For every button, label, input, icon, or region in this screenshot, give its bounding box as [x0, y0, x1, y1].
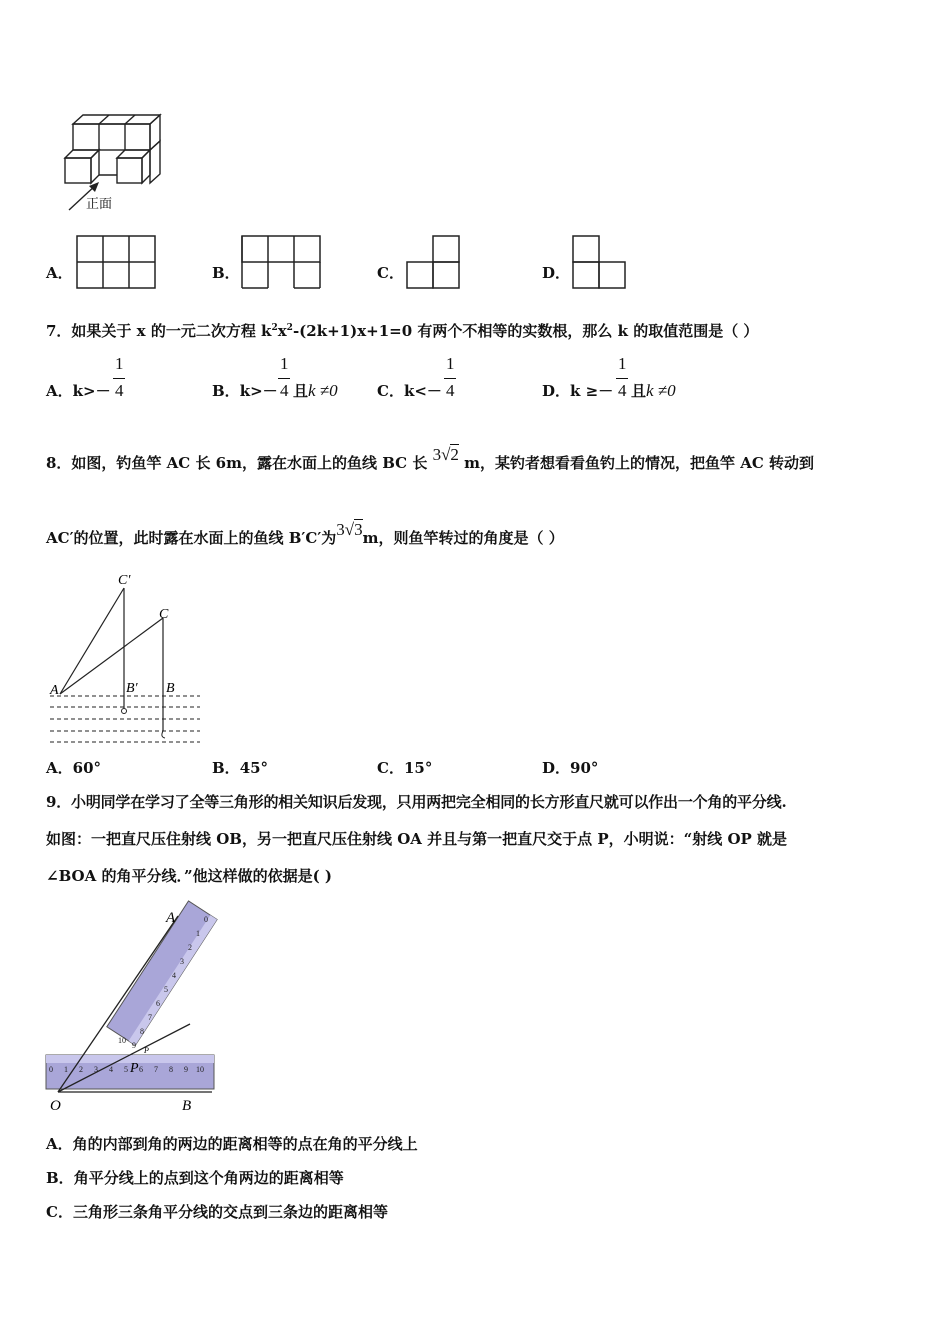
q9-stick: 1 [196, 929, 200, 938]
q8-bc-length [433, 445, 459, 464]
q8-label-c1: C′ [118, 573, 131, 588]
q9-htick: 4 [109, 1065, 113, 1074]
q7-option-c-frac-den: 4 [446, 381, 455, 400]
q7-stem-prefix: 7．如果关于 x 的一元二次方程 k [46, 322, 272, 340]
q9-stick: 6 [156, 999, 160, 1008]
q7-option-d-frac-den: 4 [618, 381, 627, 400]
q8-line2-a: AC′的位置，此时露在水面上的鱼线 B′C′为 [46, 529, 337, 547]
q8-bc2-coef: 3 [336, 520, 345, 539]
q6-option-c-label: C． [377, 264, 404, 282]
q9-htick: 8 [169, 1065, 173, 1074]
q6-option-b-label: B． [212, 264, 240, 282]
q8-bc-rad: 2 [450, 445, 459, 464]
q9-htick: 0 [49, 1065, 53, 1074]
q7-stem-mid: x [277, 322, 287, 340]
q7-option-a-frac-num: 1 [115, 354, 124, 373]
q7-option-d-suffix [631, 380, 676, 401]
q8-option-c-value: 15° [403, 759, 433, 777]
q8-option-a-value: 60° [72, 759, 102, 777]
q9-htick: 6 [139, 1065, 143, 1074]
q9-stick: 9 [132, 1041, 136, 1050]
q9-option-a-text: 角的内部到角的两边的距离相等的点在角的平分线上 [72, 1135, 418, 1153]
q7-option-a-label: A． [46, 382, 73, 400]
q8-option-d [542, 757, 598, 778]
q9-label-b: B [182, 1098, 192, 1114]
q9-option-c-text: 三角形三条角平分线的交点到三条边的距离相等 [72, 1203, 388, 1221]
q7-option-b-frac-den: 4 [280, 381, 289, 400]
q7-option-a-prefix: k>－ [72, 382, 111, 400]
q9-stick: 3 [180, 957, 184, 966]
q7-option-b-label: B． [212, 382, 240, 400]
q9-htick: 1 [64, 1065, 68, 1074]
q8-line1 [46, 445, 815, 473]
q6-option-a-figure [76, 235, 158, 291]
q9-option-a [46, 1133, 418, 1154]
q9-stick: 8 [140, 1027, 144, 1036]
q9-line3: ∠BOA 的角平分线．”他这样做的依据是( ) [46, 867, 332, 885]
q9-stick: 0 [204, 915, 208, 924]
q9-stick: 5 [164, 985, 168, 994]
q8-option-d-value: 90° [570, 759, 599, 777]
q6-cube-drawing [55, 108, 175, 218]
q7-option-d-prefix: k ≥－ [570, 382, 614, 400]
q8-rod-ac [60, 618, 163, 694]
q7-option-a-frac-den: 4 [115, 381, 124, 400]
q9-htick: 9 [184, 1065, 188, 1074]
q8-option-b-value: 45° [239, 759, 269, 777]
q6-cube-figure [55, 108, 175, 218]
q8-line1-a: 8．如图，钓鱼竿 AC 长 6m，露在水面上的鱼线 BC 长 [46, 454, 428, 472]
q8-line2-b: m，则鱼竿转过的角度是（ ） [362, 529, 564, 547]
q7-option-d-label: D． [542, 382, 571, 400]
q7-option-b [212, 380, 278, 401]
q8-option-c [377, 757, 432, 778]
q9-ruler-slanted [107, 901, 217, 1045]
q8-option-a-label: A． [46, 759, 73, 777]
q6-option-d-figure [572, 235, 630, 291]
q6-front-label: 正面 [86, 197, 113, 212]
q7-sup1: 2 [271, 323, 278, 333]
q6-option-d-label: D． [542, 264, 571, 282]
q9-option-b-label: B． [46, 1169, 74, 1187]
q6-option-b-figure [241, 235, 323, 291]
q7-option-d-and: 且 [631, 382, 647, 400]
q9-line2: 如图：一把直尺压住射线 OB，另一把直尺压住射线 OA 并且与第一把直尺交于点 P，小明说：“射线 OP 就是 [46, 830, 788, 848]
q8-fishing-figure [46, 568, 206, 748]
q9-label-p-small: P [144, 1046, 149, 1055]
q9-option-b-text: 角平分线上的点到这个角两边的距离相等 [73, 1169, 344, 1187]
q9-line1: 9．小明同学在学习了全等三角形的相关知识后发现，只用两把完全相同的长方形直尺就可以作出一个角的平分线. [46, 793, 787, 811]
q7-option-b-prefix: k>－ [239, 382, 278, 400]
q6-option-c-figure [406, 235, 464, 291]
q9-stick: 4 [172, 971, 176, 980]
q9-htick: 3 [94, 1065, 98, 1074]
q7-option-c-frac-bar [444, 378, 456, 379]
q7-stem-rest: -(2k+1)x+1=0 有两个不相等的实数根，那么 k 的取值范围是（ ） [292, 322, 759, 340]
q8-label-c: C [159, 607, 169, 622]
q8-label-a: A [50, 683, 59, 698]
q7-option-d-frac-bar [616, 378, 628, 379]
q7-option-d [542, 380, 613, 401]
q7-option-b-frac-bar [278, 378, 290, 379]
q8-sqrt-sign: √ [441, 445, 451, 464]
q7-option-c-label: C． [377, 382, 404, 400]
q9-htick: 7 [154, 1065, 158, 1074]
q9-option-c-label: C． [46, 1203, 73, 1221]
q8-line2 [46, 520, 564, 548]
q8-label-b1: B′ [126, 681, 138, 696]
q7-option-c-frac-num: 1 [446, 354, 455, 373]
q8-option-d-label: D． [542, 759, 571, 777]
q8-option-c-label: C． [377, 759, 404, 777]
q9-stick: 10 [118, 1036, 126, 1045]
q9-option-a-label: A． [46, 1135, 73, 1153]
q7-option-c-prefix: k<－ [403, 382, 442, 400]
q8-option-a [46, 757, 101, 778]
q8-b1c1-length [336, 520, 362, 539]
q9-option-b [46, 1167, 344, 1188]
q7-option-a [46, 380, 111, 401]
q9-label-p: P [130, 1061, 139, 1076]
q9-label-a: A [166, 910, 176, 926]
q8-bc2-rad: 3 [354, 520, 363, 539]
q9-htick: 2 [79, 1065, 83, 1074]
q8-option-b-label: B． [212, 759, 240, 777]
q7-stem [46, 320, 758, 341]
q7-option-b-and: 且 [293, 382, 309, 400]
q7-option-b-frac-num: 1 [280, 354, 289, 373]
q7-option-a-frac-bar [113, 378, 125, 379]
q8-rod-ac1 [60, 588, 124, 694]
q9-htick: 5 [124, 1065, 128, 1074]
q7-option-b-suffix [293, 380, 338, 401]
q9-label-o: O [50, 1098, 61, 1114]
q9-option-c [46, 1201, 388, 1222]
q7-option-c [377, 380, 442, 401]
q9-stick: 7 [148, 1013, 152, 1022]
q8-line1-b: m，某钓者想看看鱼钓上的情况，把鱼竿 AC 转动到 [464, 454, 815, 472]
q7-option-d-frac-num: 1 [618, 354, 627, 373]
q9-ruler-figure [42, 900, 232, 1115]
q6-option-a-label: A． [46, 264, 73, 282]
q9-htick: 10 [196, 1065, 204, 1074]
q7-option-b-cond: k ≠0 [308, 381, 338, 400]
q7-sup2: 2 [286, 323, 293, 333]
q8-label-b: B [166, 681, 175, 696]
q8-option-b [212, 757, 268, 778]
q8-bc-coef: 3 [432, 445, 442, 464]
q7-option-d-cond: k ≠0 [646, 381, 676, 400]
q8-sqrt-sign-2: √ [344, 520, 355, 539]
q9-stick: 2 [188, 943, 192, 952]
